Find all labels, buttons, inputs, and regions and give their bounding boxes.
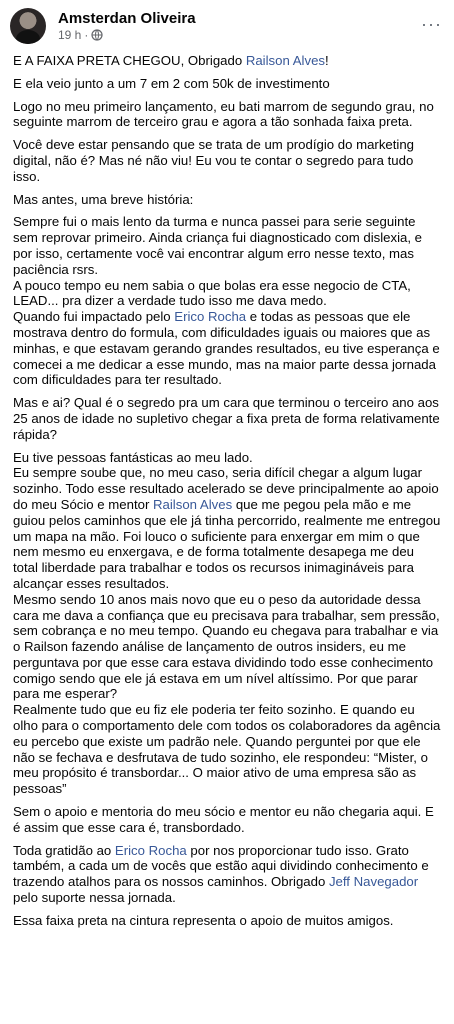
paragraph-text: e todas as pessoas que ele mostrava dentro do formula, com dificuldades iguais ou maiores que as minhas, e que estavam gerando grandes resultados, eu tive esperança e comecei a me dedicar a esse mundo, mas na maior parte dessa jornada com dificuldades para ter resultado. [13, 309, 440, 388]
avatar[interactable] [10, 8, 46, 44]
post-paragraph [13, 53, 441, 69]
globe-icon [91, 29, 103, 41]
post-paragraph [13, 214, 441, 388]
paragraph-text: E A FAIXA PRETA CHEGOU, Obrigado [13, 53, 246, 68]
paragraph-text: E ela veio junto a um 7 em 2 com 50k de investimento [13, 75, 330, 91]
mention-link[interactable]: Railson Alves [245, 53, 325, 68]
paragraph-text: Sem o apoio e mentoria do meu sócio e mentor eu não chegaria aqui. E é assim que esse cara é, transbordado. [13, 804, 434, 835]
mention-link[interactable]: Railson Alves [153, 496, 233, 512]
mention-link[interactable]: Jeff Navegador [328, 874, 419, 890]
paragraph-text: Mas antes, uma breve história: [13, 191, 194, 207]
post-paragraph [13, 804, 441, 836]
paragraph-text: Sempre fui o mais lento da turma e nunca passei para serie seguinte sem reprovar primeiro. Ainda criança fui diagnosticado com dislexia, e por isso, certamente você vai encontrar algum erro nesse texto, mas paciência rsrs. [13, 214, 423, 277]
paragraph-text: Essa faixa preta na cintura representa o apoio de muitos amigos. [13, 912, 394, 928]
post-paragraph [13, 395, 441, 442]
post-paragraph [13, 913, 441, 929]
more-options-icon[interactable]: ··· [421, 14, 442, 34]
post-time[interactable]: 19 h [58, 28, 82, 42]
paragraph-text: Realmente tudo que eu fiz ele poderia ter feito sozinho. E quando eu olho para o comportamento dele com todos os colaboradores da agência eu percebo que existe um padrão nele. Quando perguntei por que ele não se fechava e desfrutava de tudo sozinho, ele respondeu: “Mister, o meu propósito é transbordar... O maior ativo de uma empresa são as pessoas” [13, 702, 441, 797]
post-paragraph [13, 76, 441, 92]
paragraph-text: ! [325, 53, 329, 68]
post-paragraph [13, 843, 441, 906]
post-body [13, 53, 441, 936]
post-header [10, 8, 444, 44]
post-paragraph [13, 450, 441, 798]
mention-link[interactable]: Erico Rocha [174, 309, 247, 325]
paragraph-text: Eu tive pessoas fantásticas ao meu lado. [13, 449, 253, 465]
paragraph-text: A pouco tempo eu nem sabia o que bolas era esse negocio de CTA, LEAD... pra dizer a verdade tudo isso me dava medo. [13, 277, 411, 309]
paragraph-text: Eu sempre soube que, no meu caso, seria difícil chegar a algum lugar sozinho. Todo esse resultado acelerado se deve principalmente ao apoio do meu Sócio e mentor [13, 465, 439, 512]
paragraph-text: Mesmo sendo 10 anos mais novo que eu o peso da autoridade dessa cara me dava a confiança que eu precisava para trabalhar, sem pressão, sem cobrança e no meu tempo. Quando eu chegava para trabalhar e via o Railson fazendo análise de lançamento de outros insiders, eu me perguntava por que esse cara estava dividindo todo esse conhecimento comigo sendo que ele já estava em um nível altíssimo. Por que parar para me esperar? [13, 591, 440, 702]
post-paragraph [13, 99, 441, 131]
author-name[interactable]: Amsterdan Oliveira [58, 10, 196, 27]
meta-separator: · [84, 28, 89, 42]
paragraph-text: Mas e ai? Qual é o segredo pra um cara que terminou o terceiro ano aos 25 anos de idade no supletivo chegar a fixa preta de forma relativamente rápida? [13, 395, 440, 442]
paragraph-text: Logo no meu primeiro lançamento, eu bati marrom de segundo grau, no seguinte marrom de terceiro grau e agora a tão sonhada faixa preta. [13, 98, 434, 130]
paragraph-text: por nos proporcionar tudo isso. Grato também, a cada um de vocês que estão aqui dividindo conhecimento e trazendo atalhos para os nossos caminhos. Obrigado [13, 842, 429, 890]
post-paragraph [13, 192, 441, 208]
paragraph-text: Você deve estar pensando que se trata de um prodígio do marketing digital, não é? Mas né não viu! Eu vou te contar o segredo para tudo isso. [13, 137, 415, 184]
mention-link[interactable]: Erico Rocha [114, 842, 187, 858]
post-paragraph [13, 137, 441, 184]
paragraph-text: Toda gratidão ao [13, 842, 115, 858]
paragraph-text: pelo suporte nessa jornada. [13, 890, 176, 906]
paragraph-text: que me pegou pela mão e me guiou pelos caminhos que ele já tinha percorrido, realmente me entregou um mapa na mão. Foi louco o suficiente para enxergar em mim o que nem mesmo eu enxergava, e de forma totalmente desapega me deu total liberdade para trabalhar e todos os recursos inimagináveis para alcançar esses resultados. [13, 496, 441, 591]
paragraph-text: Quando fui impactado pelo [13, 309, 175, 325]
post-meta [58, 28, 103, 42]
